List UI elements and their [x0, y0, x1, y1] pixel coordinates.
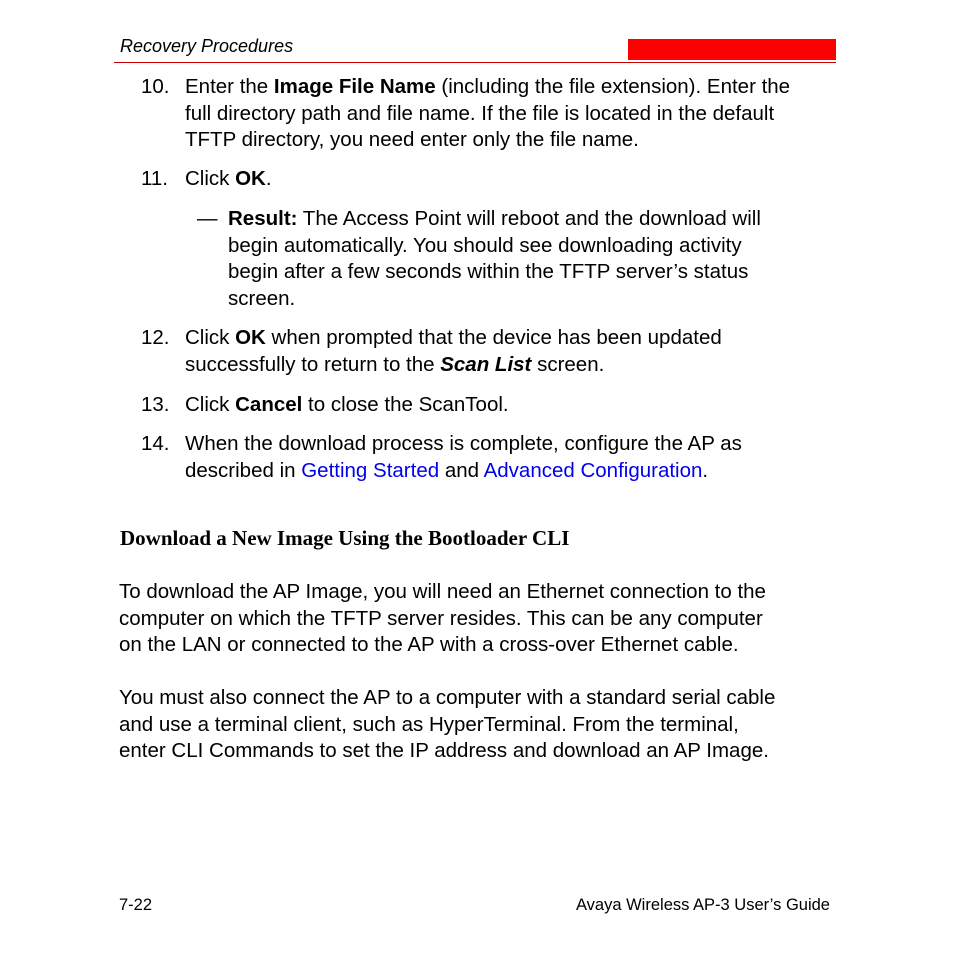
text: screen.	[531, 352, 605, 376]
text: Click	[185, 167, 236, 190]
paragraph-line: You must also connect the AP to a computer with a standard serial cable	[119, 686, 776, 709]
text: and	[439, 458, 484, 482]
step-line: TFTP directory, you need enter only the file name.	[185, 128, 639, 151]
step-line: full directory path and file name. If the file is located in the default	[185, 101, 775, 125]
step-number: 14.	[141, 432, 170, 455]
paragraph-line: on the LAN or connected to the AP with a cross-over Ethernet cable.	[119, 633, 739, 656]
text: .	[702, 458, 709, 482]
step-text	[185, 325, 845, 378]
step-line	[185, 352, 845, 379]
result-label: Result:	[228, 207, 298, 230]
step-line: When the download process is complete, configure the AP as	[185, 432, 742, 455]
result-line: begin automatically. You should see downloading activity	[228, 233, 742, 257]
paragraph-line: and use a terminal client, such as HyperTerminal. From the terminal,	[119, 712, 739, 736]
text: The Access Point will reboot and the download will	[297, 207, 761, 230]
step-number: 13.	[141, 393, 170, 416]
section-heading: Download a New Image Using the Bootloader CLI	[120, 526, 570, 550]
text: (including the file extension). Enter the	[435, 75, 791, 98]
text: successfully to return to the	[185, 352, 441, 376]
result-line	[228, 206, 818, 233]
ui-term: Cancel	[235, 393, 303, 416]
ui-term: OK	[235, 167, 266, 190]
ui-term: Image File Name	[273, 75, 436, 98]
text: Enter the	[185, 75, 274, 98]
paragraph-line: computer on which the TFTP server resides. This can be any computer	[119, 606, 763, 630]
paragraph-ethernet	[119, 579, 839, 659]
text: when prompted that the device has been updated	[265, 326, 722, 349]
em-dash: —	[197, 207, 218, 230]
ui-term: OK	[235, 326, 266, 349]
running-head: Recovery Procedures	[120, 36, 294, 56]
step-number: 11.	[141, 167, 168, 190]
step-text	[185, 392, 845, 419]
step-number: 12.	[141, 326, 170, 349]
step-number: 10.	[141, 75, 170, 98]
result-line: begin after a few seconds within the TFTP server’s status	[228, 260, 749, 283]
text: Click	[185, 326, 236, 349]
step-line	[185, 74, 845, 101]
step-text	[185, 74, 845, 154]
header-accent-bar	[628, 39, 836, 60]
guide-title: Avaya Wireless AP-3 User’s Guide	[575, 896, 830, 914]
paragraph-line: enter CLI Commands to set the IP address and download an AP Image.	[119, 739, 769, 762]
screen-name: Scan List	[440, 352, 532, 376]
text: Click	[185, 393, 236, 416]
text: to close the ScanTool.	[302, 393, 509, 416]
result-text	[228, 206, 818, 312]
text: described in	[185, 458, 302, 482]
header-rule	[114, 62, 836, 63]
result-line: screen.	[228, 286, 296, 310]
step-text	[185, 166, 845, 193]
paragraph-serial	[119, 685, 839, 765]
step-line	[185, 325, 845, 352]
step-text	[185, 431, 845, 484]
advanced-configuration-link[interactable]: Advanced Configuration	[483, 458, 703, 482]
getting-started-link[interactable]: Getting Started	[301, 458, 440, 482]
paragraph-line: To download the AP Image, you will need an Ethernet connection to the	[119, 580, 766, 603]
page-number: 7-22	[119, 896, 153, 914]
step-line	[185, 458, 845, 485]
text: .	[265, 167, 272, 190]
